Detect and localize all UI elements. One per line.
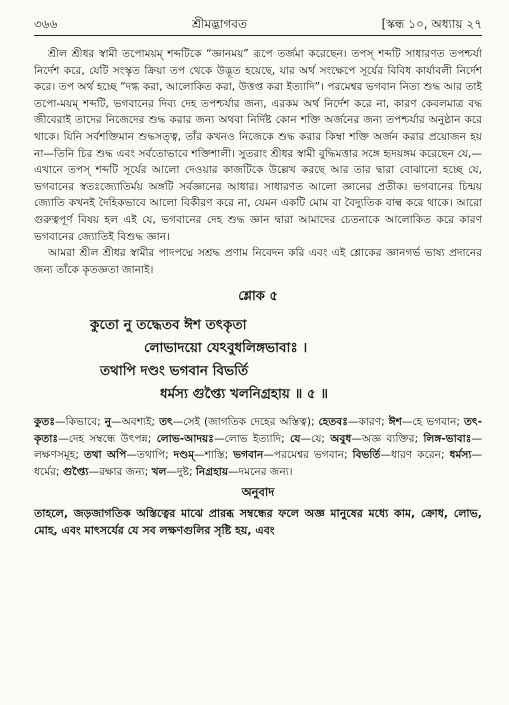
synonym-meaning: ধর্মের; <box>34 465 60 478</box>
synonym-meaning: দেহ সম্বন্ধে উৎপন্ন; <box>68 432 152 445</box>
synonym-meaning: পরমেশ্বর ভগবান; <box>273 449 348 462</box>
synonym-meaning: শাস্তি; <box>204 449 229 462</box>
synonym-meaning: অজ্ঞ ব্যক্তির; <box>361 432 419 445</box>
synonym-meaning: কারণ; <box>358 416 385 429</box>
verse-line: লোভাদয়ো যেঽবুধলিঙ্গভাবাঃ । <box>144 340 308 357</box>
purport-paragraph-1: শ্রীল শ্রীধর স্বামী তপোময়ম্ শব্দটিকে “জ্ঞানময়” রূপে তর্জমা করেছেন। তপস্ শব্দটি সাধারণত তপশ্চর্যা নির্দেশ করে, যেটি সংস্কৃত ক্রিয়া তপ থেকে উদ্ভূত হয়েছে, যার অর্থ সংক্ষেপে সূর্যের বিবিধ কার্যাবলী নির্দেশ করে। তপ অর্থ হচ্ছে “দগ্ধ করা, আলোকিত করা, উত্তপ্ত করা ইত্যাদি”। পরমেশ্বর ভগবান নিত্য শুদ্ধ আর তাই তপো-ময়ম্ শব্দটি, ভগবানের দিব্য দেহ তপশ্চর্যার জন্য, এরকম অর্থ নির্দেশ করে না, কারণ কেবলমাত্র বদ্ধ জীবেরাই তাদের নিজেদের শুদ্ধ করার জন্য অথবা নির্দিষ্ট কোন শক্তি অর্জনের জন্য তপশ্চর্যার অনুষ্ঠান করে থাকে। যিনি সর্বশক্তিমান শুদ্ধসত্ত্ব, তাঁর কখনও নিজেকে শুদ্ধ করার কিম্বা শক্তি অর্জন করার প্রয়োজন হয় না—তিনি চির শুদ্ধ এবং সর্বতোভাবে শক্তিশালী। সুতরাং শ্রীধর স্বামী বুদ্ধিমত্তার সঙ্গে হৃদয়ঙ্গম করেছেন যে,—এখানে তপস্ শব্দটি সূর্যের আলো দেওয়ার কাজটিকে উল্লেখ করছে আর তার দ্বারা বোঝানো হচ্ছে যে, ভগবানের স্বতঃজ্যোতির্ময় অঙ্গটি সর্বজ্ঞানের আধার। সাধারণত আলো জ্ঞানের প্রতীক। ভগবানের চিন্ময় জ্যোতি কখনই দৈহিকভাবে আলো বিকীরণ করে না, যেমন একটি মোম বা বৈদ্যুতিক বাল্ব করে থাকে। আরো গুরুত্বপূর্ণ বিষয় হল এই যে, ভগবানের দেহ শুদ্ধ জ্ঞান দ্বারা আমাদের চেতনাকে আলোকিত করে কারণ ভগবানের জ্যোতিই বিশুদ্ধ জ্ঞান। <box>34 48 482 243</box>
synonym-term: খল <box>151 465 167 478</box>
verse-line: কুতো নু তদ্ধেতব ঈশ তৎকৃতা <box>90 317 247 334</box>
synonym-term: কুতঃ <box>34 416 56 429</box>
synonym-term: দণ্ডম্ <box>173 449 195 462</box>
verse-line: তথাপি দণ্ডং ভগবান বিভর্তি <box>100 363 249 380</box>
synonym-term: বিভর্তি <box>352 449 381 462</box>
synonym-term: ধর্মস্য <box>449 449 472 462</box>
synonym-meaning: কিভাবে; <box>65 416 101 429</box>
chapter-reference: [স্কন্ধ ১০, অধ্যায় ২৭ <box>381 17 482 31</box>
synonym-term: ভগবান <box>233 449 264 462</box>
synonym-term: লিঙ্গ-ভাবাঃ <box>423 432 472 445</box>
synonym-meaning: হে ভগবান; <box>412 416 460 429</box>
synonym-meaning: সেই (জাগতিক দেহের অস্তিত্ব); <box>183 416 315 429</box>
synonym-term: যে <box>290 432 301 445</box>
book-title: শ্রীমদ্ভাগবত <box>191 17 247 31</box>
header-rule <box>34 35 482 36</box>
synonym-term: গুপ্ত্যৈ <box>62 465 89 478</box>
synonym-term: তথা অপি <box>83 449 127 462</box>
synonym-term: তৎ <box>159 416 173 429</box>
purport-paragraph-2: আমরা শ্রীল শ্রীধর স্বামীর পাদপদ্মে সশ্রদ্ধ প্রণাম নিবেদন করি এবং এই শ্লোকের জ্ঞানগর্ভ ভাষ্য প্রদানের জন্য তাঁকে কৃতজ্ঞতা জানাই। <box>34 247 482 276</box>
translation-text: তাহলে, জড়জাগতিক অস্তিত্বের মাঝে প্রারব্ধ সম্বন্ধের ফলে অজ্ঞ মানুষের মধ্যে কাম, ক্রোধ, লোভ, মোহ, এবং মাৎসর্যের যে সব লক্ষণগুলির সৃষ্টি হয়, এবং <box>34 506 482 537</box>
synonym-meaning: দুষ্ট; <box>177 465 193 478</box>
synonym-meaning: তথাপি; <box>137 449 169 462</box>
synonym-meaning: লক্ষণসমূহ; <box>34 449 79 462</box>
synonym-term: নু <box>104 416 112 429</box>
verse-text <box>34 314 482 406</box>
translation-label: অনুবাদ <box>241 484 275 499</box>
synonym-meaning: রক্ষার জন্য; <box>99 465 149 478</box>
synonym-meaning: দমনের জন্য। <box>238 465 293 478</box>
page-header <box>34 14 482 32</box>
synonym-term: হেতবঃ <box>318 416 348 429</box>
page-number: ৩৬৬ <box>34 17 58 31</box>
synonym-term: তৎ-কৃতাঃ <box>34 416 482 445</box>
synonym-meaning: অবশ্যই; <box>121 416 156 429</box>
synonym-meaning: লোভ ইত্যাদি; <box>224 432 285 445</box>
book-page <box>34 14 482 539</box>
synonym-meaning: ধারণ করেন; <box>390 449 445 462</box>
synonym-meaning: যে; <box>311 432 325 445</box>
verse-line: ধর্মস্য গুপ্ত্যৈ খলনিগ্রহায় ॥ ৫ ॥ <box>160 386 328 403</box>
synonym-term: ঈশ <box>388 416 402 429</box>
synonym-term: নিগ্রহায় <box>195 465 229 478</box>
synonym-term: অবুধ <box>330 432 352 445</box>
verse-label: শ্লোক ৫ <box>238 289 278 305</box>
synonym-term: লোভ-আদয়ঃ <box>156 432 214 445</box>
word-meanings: কুতঃ—কিভাবে; নু—অবশ্যই; তৎ—সেই (জাগতিক দেহের অস্তিত্ব); হেতবঃ—কারণ; ঈশ—হে ভগবান; তৎ-কৃতাঃ—দেহ সম্বন্ধে উৎপন্ন; লোভ-আদয়ঃ—লোভ ইত্যাদি; যে—যে; অবুধ—অজ্ঞ ব্যক্তির; লিঙ্গ-ভাবাঃ—লক্ষণসমূহ; তথা অপি—তথাপি; দণ্ডম্—শাস্তি; ভগবান—পরমেশ্বর ভগবান; বিভর্তি—ধারণ করেন; ধর্মস্য—ধর্মের; গুপ্ত্যৈ—রক্ষার জন্য; খল—দুষ্ট; নিগ্রহায়—দমনের জন্য। <box>34 416 482 478</box>
